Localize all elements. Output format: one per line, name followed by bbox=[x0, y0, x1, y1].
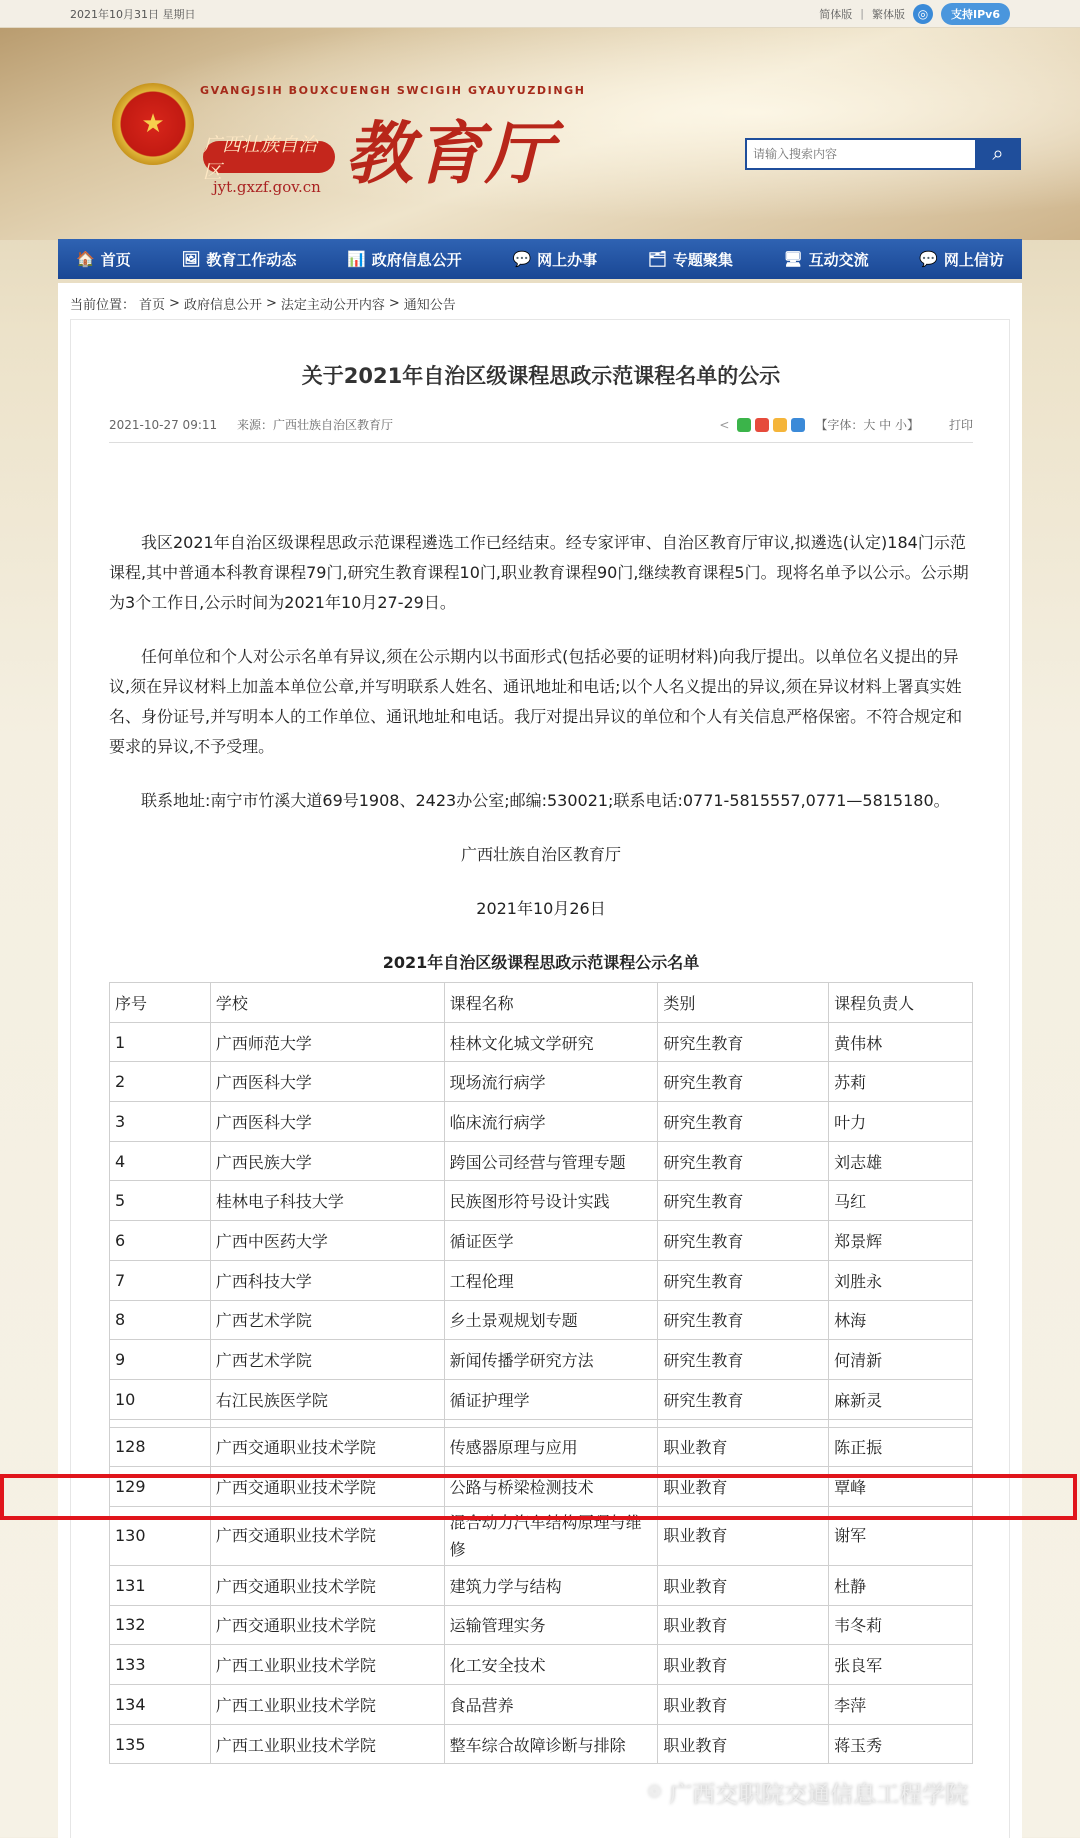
table-cell: 循证医学 bbox=[444, 1221, 658, 1261]
table-cell: 麻新灵 bbox=[829, 1379, 973, 1419]
table-cell: 133 bbox=[110, 1645, 211, 1685]
table-cell: 蒋玉秀 bbox=[829, 1724, 973, 1764]
table-cell: 跨国公司经营与管理专题 bbox=[444, 1141, 658, 1181]
share-icon[interactable]: < bbox=[719, 418, 733, 432]
table-cell: 3 bbox=[110, 1102, 211, 1142]
ipv6-badge: 支持IPv6 bbox=[941, 3, 1010, 25]
current-date: 2021年10月31日 星期日 bbox=[70, 7, 196, 21]
content-page bbox=[58, 283, 1022, 1838]
table-cell: 苏莉 bbox=[829, 1062, 973, 1102]
table-cell: 9 bbox=[110, 1340, 211, 1380]
table-cell: 广西民族大学 bbox=[210, 1141, 444, 1181]
nav-label: 政府信息公开 bbox=[371, 250, 462, 269]
simplified-chinese-link[interactable]: 简体版 bbox=[819, 7, 853, 21]
search-input[interactable] bbox=[745, 138, 975, 170]
table-cell: 临床流行病学 bbox=[444, 1102, 658, 1142]
table-row bbox=[110, 1605, 973, 1645]
table-cell: 广西艺术学院 bbox=[210, 1340, 444, 1380]
table-cell bbox=[210, 1419, 444, 1427]
nav-interaction[interactable] bbox=[784, 249, 869, 270]
table-cell: 学校 bbox=[210, 983, 444, 1023]
signature-date: 2021年10月26日 bbox=[476, 899, 606, 918]
table-cell: 广西交通职业技术学院 bbox=[210, 1427, 444, 1467]
table-cell: 广西交通职业技术学院 bbox=[210, 1565, 444, 1605]
nav-label: 互动交流 bbox=[808, 250, 869, 269]
wechat-icon: ⌾ bbox=[648, 1780, 662, 1805]
table-cell: 研究生教育 bbox=[658, 1102, 829, 1142]
table-cell: 李萍 bbox=[829, 1685, 973, 1725]
table-cell: 10 bbox=[110, 1379, 211, 1419]
print-link[interactable]: 打印 bbox=[948, 418, 973, 432]
table-cell: 广西医科大学 bbox=[210, 1062, 444, 1102]
breadcrumb-legal-content[interactable]: 法定主动公开内容 bbox=[280, 297, 385, 313]
table-cell: 叶力 bbox=[829, 1102, 973, 1142]
table-row bbox=[110, 1427, 973, 1467]
table-cell: 韦冬莉 bbox=[829, 1605, 973, 1645]
paragraph-announcement: 我区2021年自治区级课程思政示范课程遴选工作已经结束。经专家评审、自治区教育厅审议,拟遴选(认定)184门示范课程,其中普通本科教育课程79门,研究生教育课程10门,职业教育课程90门,继续教育课程5门。现将名单予以公示。公示期为3个工作日,公示时间为2021年10月27-29日。 bbox=[109, 533, 969, 612]
table-row bbox=[110, 1300, 973, 1340]
site-domain: jyt.gxzf.gov.cn bbox=[213, 178, 321, 196]
table-cell: 职业教育 bbox=[658, 1565, 829, 1605]
table-cell: 研究生教育 bbox=[658, 1340, 829, 1380]
table-cell: 2 bbox=[110, 1062, 211, 1102]
table-cell: 职业教育 bbox=[658, 1427, 829, 1467]
table-cell: 马红 bbox=[829, 1181, 973, 1221]
article-title: 关于2021年自治区级课程思政示范课程名单的公示 bbox=[301, 364, 781, 388]
table-cell: 129 bbox=[110, 1467, 211, 1507]
table-cell: 研究生教育 bbox=[658, 1022, 829, 1062]
watermark-text: 广西交职院交通信息工程学院 bbox=[669, 1782, 969, 1808]
table-cell: 广西师范大学 bbox=[210, 1022, 444, 1062]
table-cell: 研究生教育 bbox=[658, 1062, 829, 1102]
table-cell: 公路与桥梁检测技术 bbox=[444, 1467, 658, 1507]
article-meta bbox=[109, 416, 973, 433]
monitor-icon: 🖥 bbox=[783, 250, 803, 268]
region-name: 广西壮族自治区 bbox=[203, 141, 335, 173]
breadcrumb-home[interactable]: 首页 bbox=[139, 297, 166, 313]
image-icon: 🖼 bbox=[181, 250, 201, 268]
table-row bbox=[110, 1724, 973, 1764]
paragraph-objection: 任何单位和个人对公示名单有异议,须在公示期内以书面形式(包括必要的证明材料)向我厅提出。以单位名义提出的异议,须在异议材料上加盖本单位公章,并写明联系人姓名、通讯地址和电话;以个人名义提出的异议,须在异议材料上署真实姓名、身份证号,并写明本人的工作单位、通讯地址和电话。我厅对提出异议的单位和个人有关信息严格保密。不符合规定和要求的异议,不予受理。 bbox=[109, 647, 963, 756]
breadcrumb bbox=[58, 283, 1022, 323]
nav-label: 首页 bbox=[100, 250, 131, 269]
table-cell: 刘志雄 bbox=[829, 1141, 973, 1181]
home-icon: 🏠 bbox=[76, 250, 95, 268]
breadcrumb-notices[interactable]: 通知公告 bbox=[403, 297, 456, 313]
table-cell: 广西交通职业技术学院 bbox=[210, 1506, 444, 1565]
table-row bbox=[110, 1022, 973, 1062]
header-pinyin: GVANGJSIH BOUXCUENGH SWCIGIH GYAUYUZDINGH bbox=[200, 84, 586, 97]
table-header-row bbox=[110, 983, 973, 1023]
traditional-chinese-link[interactable]: 繁体版 bbox=[872, 7, 906, 21]
table-row bbox=[110, 1565, 973, 1605]
search-box bbox=[745, 138, 1021, 170]
breadcrumb-sep: > bbox=[169, 295, 180, 311]
national-emblem-icon: ★ bbox=[112, 83, 194, 165]
wechat-icon[interactable] bbox=[737, 418, 751, 432]
table-row bbox=[110, 1062, 973, 1102]
table-cell: 132 bbox=[110, 1605, 211, 1645]
breadcrumb-prefix: 当前位置： bbox=[70, 297, 136, 313]
share-icons bbox=[719, 418, 805, 432]
publish-date: 2021-10-27 09:11 bbox=[109, 418, 218, 432]
table-cell: 广西工业职业技术学院 bbox=[210, 1724, 444, 1764]
table-cell: 7 bbox=[110, 1260, 211, 1300]
table-cell: 循证护理学 bbox=[444, 1379, 658, 1419]
table-cell: 谢军 bbox=[829, 1506, 973, 1565]
globe-icon: ◎ bbox=[913, 4, 933, 24]
table-cell: 民族图形符号设计实践 bbox=[444, 1181, 658, 1221]
table-cell: 课程负责人 bbox=[829, 983, 973, 1023]
table-row bbox=[110, 1379, 973, 1419]
table-cell: 135 bbox=[110, 1724, 211, 1764]
table-cell: 桂林电子科技大学 bbox=[210, 1181, 444, 1221]
table-cell: 黄伟林 bbox=[829, 1022, 973, 1062]
main-nav bbox=[58, 239, 1022, 279]
table-cell: 研究生教育 bbox=[658, 1181, 829, 1221]
table-cell: 研究生教育 bbox=[658, 1379, 829, 1419]
table-cell: 职业教育 bbox=[658, 1645, 829, 1685]
table-cell: 工程伦理 bbox=[444, 1260, 658, 1300]
table-row bbox=[110, 1260, 973, 1300]
table-gap-row bbox=[110, 1419, 973, 1427]
table-row bbox=[110, 1685, 973, 1725]
breadcrumb-sep: > bbox=[265, 295, 277, 311]
table-cell: 郑景辉 bbox=[829, 1221, 973, 1261]
search-button[interactable] bbox=[975, 138, 1021, 170]
table-cell: 4 bbox=[110, 1141, 211, 1181]
article-body bbox=[109, 528, 973, 990]
nav-topics[interactable] bbox=[648, 249, 733, 270]
table-cell: 职业教育 bbox=[658, 1506, 829, 1565]
table-cell: 广西交通职业技术学院 bbox=[210, 1467, 444, 1507]
table-cell: 1 bbox=[110, 1022, 211, 1062]
article bbox=[70, 319, 1010, 1838]
table-cell: 化工安全技术 bbox=[444, 1645, 658, 1685]
table-cell: 林海 bbox=[829, 1300, 973, 1340]
table-cell: 杜静 bbox=[829, 1565, 973, 1605]
nav-label: 网上信访 bbox=[943, 250, 1004, 269]
table-cell: 桂林文化城文学研究 bbox=[444, 1022, 658, 1062]
article-source: 来源：广西壮族自治区教育厅 bbox=[236, 418, 393, 432]
table-cell: 刘胜永 bbox=[829, 1260, 973, 1300]
table-cell: 广西科技大学 bbox=[210, 1260, 444, 1300]
qzone-icon[interactable] bbox=[773, 418, 787, 432]
table-cell: 研究生教育 bbox=[658, 1300, 829, 1340]
weibo-icon[interactable] bbox=[755, 418, 769, 432]
table-cell: 研究生教育 bbox=[658, 1221, 829, 1261]
table-cell: 类别 bbox=[658, 983, 829, 1023]
top-links bbox=[819, 3, 1010, 25]
table-cell: 131 bbox=[110, 1565, 211, 1605]
font-size-control[interactable]: 【字体：大 中 小】 bbox=[815, 418, 919, 432]
table-cell: 混合动力汽车结构原理与维修 bbox=[444, 1506, 658, 1565]
watermark bbox=[648, 1776, 968, 1809]
table-cell: 乡土景观规划专题 bbox=[444, 1300, 658, 1340]
nav-education-news[interactable] bbox=[181, 249, 296, 270]
table-cell: 职业教育 bbox=[658, 1605, 829, 1645]
chat-icon: 💬 bbox=[919, 250, 938, 268]
table-cell: 职业教育 bbox=[658, 1685, 829, 1725]
table-cell: 何清新 bbox=[829, 1340, 973, 1380]
table-cell: 右江民族医学院 bbox=[210, 1379, 444, 1419]
table-cell: 新闻传播学研究方法 bbox=[444, 1340, 658, 1380]
list-title: 2021年自治区级课程思政示范课程公示名单 bbox=[382, 953, 700, 972]
department-logo[interactable]: 教育厅 bbox=[345, 114, 556, 194]
table-row bbox=[110, 1102, 973, 1142]
table-cell: 广西工业职业技术学院 bbox=[210, 1685, 444, 1725]
divider bbox=[109, 442, 973, 443]
table-row bbox=[110, 1141, 973, 1181]
table-cell: 研究生教育 bbox=[658, 1141, 829, 1181]
table-cell: 130 bbox=[110, 1506, 211, 1565]
table-cell: 研究生教育 bbox=[658, 1260, 829, 1300]
qq-icon[interactable] bbox=[791, 418, 805, 432]
paragraph-contact: 联系地址:南宁市竹溪大道69号1908、2423办公室;邮编:530021;联系电话:0771-5815557,0771—5815180。 bbox=[141, 791, 950, 810]
nav-home[interactable] bbox=[76, 249, 131, 270]
table-row bbox=[110, 1645, 973, 1685]
top-utility-bar bbox=[0, 0, 1080, 28]
table-cell: 陈正振 bbox=[829, 1427, 973, 1467]
bar-chart-icon: 📊 bbox=[347, 250, 366, 268]
nav-label: 专题聚集 bbox=[672, 250, 733, 269]
nav-gov-info[interactable] bbox=[347, 249, 462, 270]
table-cell: 8 bbox=[110, 1300, 211, 1340]
table-cell: 5 bbox=[110, 1181, 211, 1221]
signature: 广西壮族自治区教育厅 bbox=[460, 845, 621, 864]
table-cell: 建筑力学与结构 bbox=[444, 1565, 658, 1605]
table-row bbox=[110, 1506, 973, 1565]
separator: | bbox=[860, 7, 865, 20]
table-cell: 广西医科大学 bbox=[210, 1102, 444, 1142]
table-cell: 现场流行病学 bbox=[444, 1062, 658, 1102]
table-cell bbox=[658, 1419, 829, 1427]
table-cell bbox=[829, 1419, 973, 1427]
table-cell: 广西交通职业技术学院 bbox=[210, 1605, 444, 1645]
table-row bbox=[110, 1467, 973, 1507]
table-cell bbox=[110, 1419, 211, 1427]
folder-icon: 🗂 bbox=[647, 250, 667, 268]
table-cell: 6 bbox=[110, 1221, 211, 1261]
search-icon: ⌕ bbox=[992, 142, 1004, 165]
table-cell: 128 bbox=[110, 1427, 211, 1467]
table-row bbox=[110, 1340, 973, 1380]
table-cell: 广西中医药大学 bbox=[210, 1221, 444, 1261]
table-row bbox=[110, 1181, 973, 1221]
nav-label: 网上办事 bbox=[537, 250, 598, 269]
breadcrumb-gov-info[interactable]: 政府信息公开 bbox=[183, 297, 262, 313]
chat-icon: 💬 bbox=[512, 250, 532, 268]
table-cell: 运输管理实务 bbox=[444, 1605, 658, 1645]
table-cell: 课程名称 bbox=[444, 983, 658, 1023]
course-list-table bbox=[109, 982, 973, 1764]
breadcrumb-sep: > bbox=[388, 295, 400, 311]
nav-online-service[interactable] bbox=[512, 249, 597, 270]
table-cell: 职业教育 bbox=[658, 1467, 829, 1507]
nav-label: 教育工作动态 bbox=[206, 250, 297, 269]
table-cell: 134 bbox=[110, 1685, 211, 1725]
table-row bbox=[110, 1221, 973, 1261]
table-cell: 传感器原理与应用 bbox=[444, 1427, 658, 1467]
table-cell: 广西工业职业技术学院 bbox=[210, 1645, 444, 1685]
table-cell: 张良军 bbox=[829, 1645, 973, 1685]
table-cell bbox=[444, 1419, 658, 1427]
table-cell: 广西艺术学院 bbox=[210, 1300, 444, 1340]
site-header bbox=[0, 28, 1080, 240]
table-cell: 职业教育 bbox=[658, 1724, 829, 1764]
table-cell: 整车综合故障诊断与排除 bbox=[444, 1724, 658, 1764]
nav-petition[interactable] bbox=[919, 249, 1004, 270]
table-cell: 食品营养 bbox=[444, 1685, 658, 1725]
table-cell: 覃峰 bbox=[829, 1467, 973, 1507]
table-cell: 序号 bbox=[110, 983, 211, 1023]
